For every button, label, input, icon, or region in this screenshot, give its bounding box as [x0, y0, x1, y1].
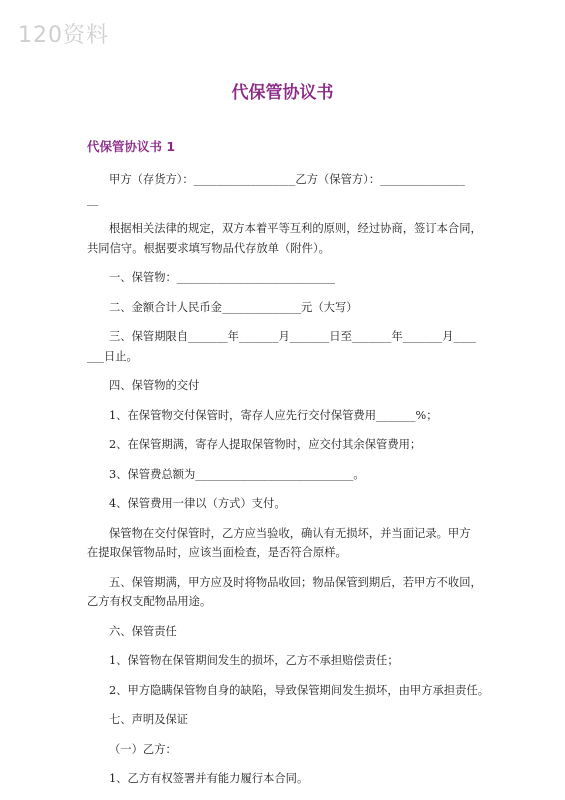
paragraph-inspection [87, 524, 479, 563]
paragraph-4-3 [87, 465, 479, 485]
paragraph-line: 一、保管物：____________________________ [109, 271, 335, 284]
paragraph-7-sub [87, 740, 479, 760]
paragraph-heading-7 [87, 710, 479, 730]
paragraph-line: 在提取保管物品时，应该当面检查，是否符合原样。 [87, 546, 347, 559]
watermark-logo: 120资料 [18, 23, 109, 48]
paragraph-item-3 [87, 327, 479, 366]
paragraph-6-2 [87, 681, 489, 701]
paragraph-heading-6 [87, 622, 479, 642]
paragraph-line: 七、声明及保证 [109, 713, 189, 726]
paragraph-line: 六、保管责任 [109, 624, 177, 638]
paragraph-line: 4、保管费用一律以（方式）支付。 [109, 497, 286, 510]
paragraph-item-1 [87, 268, 479, 288]
paragraph-line: 共同信守。根据要求填写物品代存放单（附件）。 [87, 241, 330, 255]
paragraph-line: 二、金额合计人民币金______________元（大写） [109, 300, 358, 314]
document-title: 代保管协议书 [231, 83, 334, 103]
paragraph-line: 1、保管物在保管期间发生的损坏，乙方不承担赔偿责任； [109, 654, 399, 667]
paragraph-line: 3、保管费总额为____________________________。 [109, 467, 365, 481]
paragraph-heading-4 [87, 376, 479, 396]
paragraph-line: ___日止。 [87, 349, 138, 363]
paragraph-line: 2、在保管期满，寄存人提取保管物时，应交付其余保管费用； [109, 438, 422, 451]
paragraph-line: 四、保管物的交付 [109, 379, 200, 392]
paragraph-item-5 [87, 573, 482, 612]
paragraph-line: 五、保管期满，甲方应及时将物品收回；物品保管到期后，若甲方不收回， [109, 575, 482, 589]
paragraph-line: 2、甲方隐瞒保管物自身的缺陷，导致保管期间发生损坏，由甲方承担责任。 [109, 683, 489, 697]
paragraph-parties [87, 170, 479, 209]
paragraph-line: 保管物在交付保管时，乙方应当验收，确认有无损坏，并当面记录。甲方 [109, 526, 471, 540]
paragraph-line: 1、乙方有权签署并有能力履行本合同。 [109, 772, 309, 785]
paragraph-line: 1、在保管物交付保管时，寄存人应先行交付保管费用_______%； [109, 408, 438, 422]
section-title: 代保管协议书 1 [87, 139, 176, 154]
paragraph-line: __ [87, 192, 99, 206]
paragraph-line: 甲方（存货方）：__________________乙方（保管方）：_______________ [109, 173, 465, 186]
paragraph-item-2 [87, 298, 479, 318]
paragraph-4-4 [87, 494, 479, 514]
document-body [87, 170, 489, 799]
paragraph-7-1 [87, 769, 479, 789]
paragraph-4-2 [87, 435, 479, 455]
paragraph-6-1 [87, 651, 479, 671]
paragraph-line: 三、保管期限自_______年_______月_______日至_______年_______月____ [109, 330, 477, 343]
paragraph-4-1 [87, 406, 479, 426]
paragraph-line: 乙方有权支配物品用途。 [87, 595, 212, 608]
paragraph-line: （一）乙方： [109, 742, 177, 756]
paragraph-line: 根据相关法律的规定，双方本着平等互利的原则，经过协商，签订本合同， [109, 222, 482, 235]
paragraph-preamble [87, 219, 482, 258]
